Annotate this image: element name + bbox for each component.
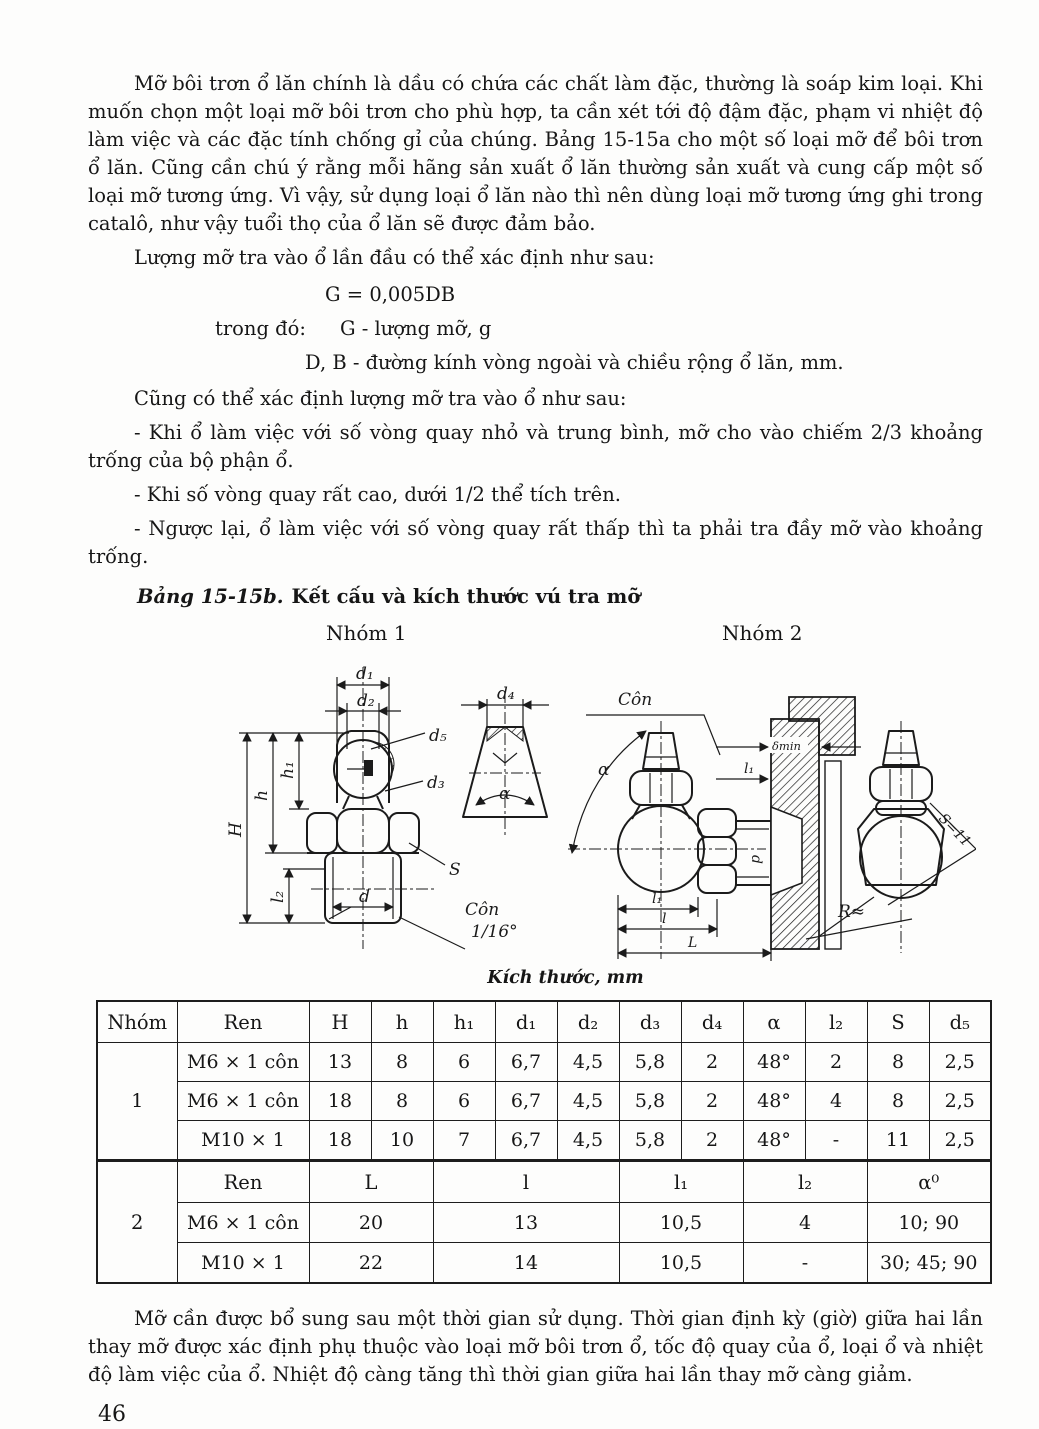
- cell: 6,7: [495, 1121, 557, 1161]
- table-header-part1: [97, 1001, 991, 1043]
- fig1-H-label: H: [226, 822, 246, 837]
- cell: 13: [309, 1043, 371, 1082]
- cell: 2,5: [929, 1082, 991, 1121]
- cell: M6 × 1 côn: [177, 1043, 309, 1082]
- header-d1: d₁: [495, 1001, 557, 1043]
- paragraph-closing: Mỡ cần được bổ sung sau một thời gian sử dụng. Thời gian định kỳ (giờ) giữa hai lần thay mỡ được xác định phụ thuộc vào loại mỡ bôi trơn ổ, tốc độ quay của ổ, loại ổ và nhiệt độ làm việc của ổ. Nhiệt độ càng tăng thì thời gian giữa hai lần thay mỡ càng giảm.: [88, 1307, 983, 1386]
- fig2-l1-label: l₁: [652, 891, 663, 907]
- cell: -: [743, 1243, 867, 1284]
- cell: 2,5: [929, 1121, 991, 1161]
- paragraph-alt-method: Cũng có thể xác định lượng mỡ tra vào ổ như sau:: [134, 387, 627, 410]
- cell: 11: [867, 1121, 929, 1161]
- cell: M6 × 1 côn: [177, 1082, 309, 1121]
- header-ren2: Ren: [177, 1161, 309, 1203]
- cell: 14: [433, 1243, 619, 1284]
- group2-label: Nhóm 2: [722, 621, 803, 645]
- header-l2b: l₂: [743, 1161, 867, 1203]
- group1-drawing: [213, 657, 553, 957]
- fig1-d4-label: d₄: [497, 684, 515, 704]
- cell: 10,5: [619, 1243, 743, 1284]
- fig2-alpha-label: α: [598, 760, 610, 780]
- where-label: trong đó:: [215, 317, 306, 340]
- cell: 4,5: [557, 1121, 619, 1161]
- header-alpha-deg: α⁰: [867, 1161, 991, 1203]
- bullet-very-low-speed: - Ngược lại, ổ làm việc với số vòng quay rất thấp thì ta phải tra đầy mỡ vào khoảng trống.: [88, 517, 983, 568]
- bullet-low-speed: - Khi ổ làm việc với số vòng quay nhỏ và trung bình, mỡ cho vào chiếm 2/3 khoảng trống của bộ phận ổ.: [88, 421, 983, 472]
- table-row: [97, 1203, 991, 1243]
- cell: 30; 45; 90: [867, 1243, 991, 1284]
- group2-drawing: [556, 657, 976, 967]
- fig2-L-label: L: [688, 935, 698, 951]
- dimensions-table: [96, 1000, 992, 1284]
- cell: 6,7: [495, 1043, 557, 1082]
- cell: 8: [867, 1082, 929, 1121]
- cell: M6 × 1 côn: [177, 1203, 309, 1243]
- fig2-d-label: d: [748, 855, 764, 864]
- header-L: L: [309, 1161, 433, 1203]
- cell: 8: [867, 1043, 929, 1082]
- fig1-s-label: S: [449, 860, 461, 880]
- group1-cell: 1: [97, 1043, 177, 1161]
- fig2-dmin-label: δmin: [772, 739, 801, 753]
- cell: 2: [681, 1043, 743, 1082]
- fig2-r-label: R≈: [838, 902, 866, 922]
- figure-group-labels: [88, 621, 983, 651]
- cell: 8: [371, 1043, 433, 1082]
- fig1-con-label: Côn: [465, 900, 500, 920]
- fig1-d5-label: d₅: [429, 726, 447, 746]
- fig1-alpha-label: α: [499, 784, 511, 804]
- cell: 4,5: [557, 1082, 619, 1121]
- cell: 8: [371, 1082, 433, 1121]
- group1-label: Nhóm 1: [326, 621, 407, 645]
- table-caption-number: Bảng 15-15b.: [137, 585, 284, 608]
- table-header-part2: [97, 1161, 991, 1203]
- header-ren: Ren: [177, 1001, 309, 1043]
- header-l: l: [433, 1161, 619, 1203]
- table-caption-title: Kết cấu và kích thước vú tra mỡ: [291, 585, 641, 608]
- header-H: H: [309, 1001, 371, 1043]
- fig2-con-label: Côn: [618, 690, 653, 710]
- table-row: [97, 1121, 991, 1161]
- page-number: 46: [98, 1402, 126, 1427]
- fig1-h1-label: h₁: [278, 761, 298, 779]
- fig1-d1-label: d₁: [356, 664, 374, 684]
- header-d2: d₂: [557, 1001, 619, 1043]
- fig1-d3-label: d₃: [427, 773, 445, 793]
- formula-where-line: [88, 315, 983, 343]
- cell: 18: [309, 1121, 371, 1161]
- cell: 4,5: [557, 1043, 619, 1082]
- cell: 4: [805, 1082, 867, 1121]
- cell: 18: [309, 1082, 371, 1121]
- header-d4: d₄: [681, 1001, 743, 1043]
- header-h: h: [371, 1001, 433, 1043]
- header-l1: l₁: [619, 1161, 743, 1203]
- header-S: S: [867, 1001, 929, 1043]
- fig1-d2-label: d₂: [357, 691, 375, 711]
- paragraph-amount-intro: Lượng mỡ tra vào ổ lần đầu có thể xác định như sau:: [134, 246, 655, 269]
- technical-drawings: [88, 657, 983, 962]
- fig1-con-value: 1/16°: [471, 922, 518, 942]
- cell: 5,8: [619, 1043, 681, 1082]
- cell: 48°: [743, 1082, 805, 1121]
- header-l2: l₂: [805, 1001, 867, 1043]
- cell: M10 × 1: [177, 1121, 309, 1161]
- cell: 4: [743, 1203, 867, 1243]
- where-g-definition: G - lượng mỡ, g: [339, 317, 492, 340]
- cell: M10 × 1: [177, 1243, 309, 1284]
- fig1-h-label: h: [252, 790, 272, 801]
- cell: 2: [805, 1043, 867, 1082]
- cell: 13: [433, 1203, 619, 1243]
- table-row: [97, 1082, 991, 1121]
- cell: 6,7: [495, 1082, 557, 1121]
- cell: 20: [309, 1203, 433, 1243]
- cell: 2: [681, 1121, 743, 1161]
- cell: 10; 90: [867, 1203, 991, 1243]
- fig2-l1-top-label: l₁: [744, 761, 755, 777]
- header-nhom: Nhóm: [97, 1001, 177, 1043]
- header-d3: d₃: [619, 1001, 681, 1043]
- table-row: [97, 1243, 991, 1284]
- table-row: [97, 1043, 991, 1082]
- cell: 2: [681, 1082, 743, 1121]
- formula-grease-amount: G = 0,005DB: [325, 283, 456, 306]
- cell: 22: [309, 1243, 433, 1284]
- header-alpha: α: [743, 1001, 805, 1043]
- fig2-s11-label: S=11: [935, 810, 974, 850]
- fig1-d-label: d: [359, 887, 370, 907]
- cell: 6: [433, 1043, 495, 1082]
- header-h1: h₁: [433, 1001, 495, 1043]
- cell: 10,5: [619, 1203, 743, 1243]
- cell: 7: [433, 1121, 495, 1161]
- fig1-l2-label: l₂: [268, 890, 288, 903]
- group2-cell: 2: [97, 1161, 177, 1284]
- size-caption: Kích thước, mm: [487, 968, 644, 988]
- cell: 5,8: [619, 1082, 681, 1121]
- cell: 2,5: [929, 1043, 991, 1082]
- cell: 48°: [743, 1121, 805, 1161]
- cell: -: [805, 1121, 867, 1161]
- cell: 5,8: [619, 1121, 681, 1161]
- table-caption: [137, 583, 983, 611]
- bullet-high-speed: - Khi số vòng quay rất cao, dưới 1/2 thể tích trên.: [134, 483, 621, 506]
- where-db-definition: D, B - đường kính vòng ngoài và chiều rộng ổ lăn, mm.: [305, 351, 844, 374]
- paragraph-grease-intro: Mỡ bôi trơn ổ lăn chính là dầu có chứa các chất làm đặc, thường là soáp kim loại. Khi muốn chọn một loại mỡ bôi trơn cho phù hợp, ta cần xét tới độ đậm đặc, phạm vi nhiệt độ làm việc và các đặc tính chống gỉ của chúng. Bảng 15-15a cho một số loại mỡ để bôi trơn ổ lăn. Cũng cần chú ý rằng mỗi hãng sản xuất ổ lăn thường sản xuất và cung cấp một số loại mỡ tương ứng. Vì vậy, sử dụng loại ổ lăn nào thì nên dùng loại mỡ tương ứng ghi trong catalô, như vậy tuổi thọ của ổ lăn sẽ được đảm bảo.: [88, 72, 983, 235]
- header-d5: d₅: [929, 1001, 991, 1043]
- cell: 48°: [743, 1043, 805, 1082]
- fig2-l-label: l: [662, 911, 667, 927]
- cell: 6: [433, 1082, 495, 1121]
- cell: 10: [371, 1121, 433, 1161]
